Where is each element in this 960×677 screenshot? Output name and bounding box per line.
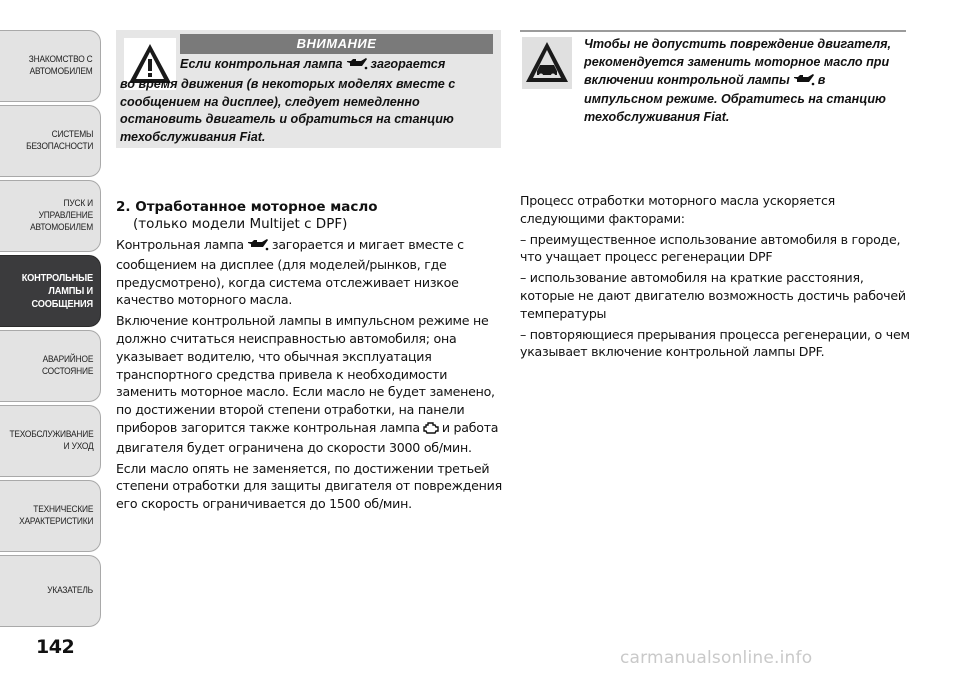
warning-text-part: загорается xyxy=(370,57,446,71)
note-divider xyxy=(520,30,906,32)
tab-label: УКАЗАТЕЛЬ xyxy=(47,585,93,596)
tab-intro[interactable] xyxy=(0,30,101,102)
tab-label: ЗНАКОМСТВО С АВТОМОБИЛЕМ xyxy=(29,54,93,77)
watermark: carmanualsonline.info xyxy=(620,648,813,668)
right-column xyxy=(520,192,910,364)
note-text xyxy=(520,36,906,127)
paragraph: Если масло опять не заменяется, по достижении третьей степени отработки для защиты двигателя от повреждения его скорость ограничивается до 1500 об/мин. xyxy=(116,460,502,512)
engine-icon xyxy=(423,421,439,439)
tab-starting-driving[interactable] xyxy=(0,180,101,252)
tab-safety[interactable] xyxy=(0,105,101,177)
text: Контрольная лампа xyxy=(116,237,244,252)
paragraph xyxy=(116,236,508,309)
warning-text-part: Если контрольная лампа xyxy=(180,57,343,71)
section-heading: 2. Отработанное моторное масло xyxy=(116,199,378,215)
note-text-part: в импульсном режиме. Обратитесь на станцию техобслуживания Fiat. xyxy=(584,72,886,125)
tab-label: ПУСК И УПРАВЛЕНИЕ АВТОМОБИЛЕМ xyxy=(30,198,93,233)
oil-can-icon xyxy=(247,238,269,256)
tab-label: АВАРИЙНОЕ СОСТОЯНИЕ xyxy=(41,354,93,377)
tab-label: ТЕХОБСЛУЖИВАНИЕ И УХОД xyxy=(8,429,93,452)
warning-text-part: во время движения (в некоторых моделях вместе с сообщением на дисплее), следует немедленно остановить двигатель и обратиться на станцию техобслуживания Fiat. xyxy=(120,76,456,145)
tab-maintenance[interactable] xyxy=(0,405,101,477)
tab-label: ТЕХНИЧЕСКИЕ ХАРАКТЕРИСТИКИ xyxy=(18,504,93,527)
list-item: – повторяющиеся прерывания процесса регенерации, о чем указывает включение контрольной лампы DPF. xyxy=(520,326,910,360)
warning-box xyxy=(116,30,501,148)
section-subheading: (только модели Multijet с DPF) xyxy=(133,216,348,232)
text: и работа двигателя будет ограничена до скорости 3000 об/мин. xyxy=(116,419,499,455)
text: загорается и мигает вместе с сообщением на дисплее (для моделей/рынков, где предусмотрено), когда система отслеживает низкое качество моторного масла. xyxy=(116,237,464,308)
paragraph xyxy=(116,312,508,456)
tab-emergency[interactable] xyxy=(0,330,101,402)
tab-label: КОНТРОЛЬНЫЕ ЛАМПЫ И СООБЩЕНИЯ xyxy=(21,271,93,310)
list-item: – использование автомобиля на краткие расстояния, которые не дают двигателю возможность достичь рабочей температуры xyxy=(520,270,906,321)
oil-can-icon xyxy=(793,74,815,92)
warning-text xyxy=(120,56,496,147)
paragraph: Процесс отработки моторного масла ускоряется следующими факторами: xyxy=(520,193,835,226)
text: Включение контрольной лампы в импульсном режиме не должно считаться неисправностью автомобиля; она указывает водителю, что обычная эксплуатация транспортного средства привела к необходимости заменить моторное масло. Если масло не будет заменено, по достижении второй степени отработки, на панели приборов загорится также контрольная лампа xyxy=(116,313,495,435)
tab-specifications[interactable] xyxy=(0,480,101,552)
tab-label: СИСТЕМЫ БЕЗОПАСНОСТИ xyxy=(25,129,93,152)
warning-title: ВНИМАНИЕ xyxy=(180,34,493,54)
note-text-part: Чтобы не допустить повреждение двигателя, рекомендуется заменить моторное масло при включении контрольной лампы xyxy=(584,37,892,87)
left-column xyxy=(116,236,508,516)
page-number: 142 xyxy=(36,636,75,658)
tab-index[interactable] xyxy=(0,555,101,627)
tab-warning-lights[interactable] xyxy=(0,255,101,327)
list-item: – преимущественное использование автомобиля в городе, что учащает процесс регенерации DPF xyxy=(520,231,901,265)
oil-can-icon xyxy=(346,58,368,76)
